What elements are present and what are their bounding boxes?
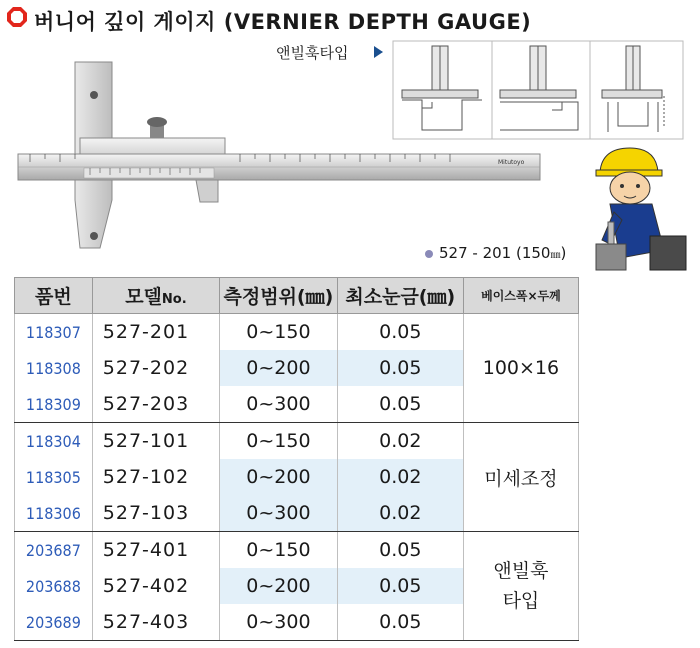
cell-base-group-2: 미세조정 (463, 423, 578, 532)
cell-resolution: 0.02 (337, 423, 463, 460)
cell-code: 118309 (15, 386, 93, 423)
cell-resolution: 0.02 (337, 495, 463, 532)
model-caption-unit: ㎜ (550, 250, 561, 261)
header-base: 베이스폭×두께 (463, 278, 578, 314)
header-resolution: 최소눈금(㎜) (337, 278, 463, 314)
model-caption (425, 244, 566, 262)
table-header-row (15, 278, 579, 314)
cell-code: 118307 (15, 314, 93, 351)
cell-range: 0~300 (220, 495, 338, 532)
header-code: 품번 (15, 278, 93, 314)
model-caption-text: 527 - 201 (150 (439, 244, 551, 262)
worker-illustration (590, 140, 690, 275)
page-title: 버니어 깊이 게이지 (VERNIER DEPTH GAUGE) (34, 10, 532, 34)
cell-code: 118304 (15, 423, 93, 460)
cell-code: 203687 (15, 532, 93, 569)
cell-range: 0~150 (220, 314, 338, 351)
cell-range: 0~200 (220, 350, 338, 386)
cell-model: 527-103 (92, 495, 219, 532)
cell-resolution: 0.05 (337, 350, 463, 386)
cell-model: 527-203 (92, 386, 219, 423)
table-row (15, 314, 579, 351)
anvil-type-label: 앤빌훅타입 (276, 44, 349, 62)
cell-code: 203688 (15, 568, 93, 604)
cell-model: 527-402 (92, 568, 219, 604)
octagon-logo-icon (6, 6, 28, 28)
cell-range: 0~200 (220, 459, 338, 495)
spec-table (14, 277, 579, 641)
cell-code: 118306 (15, 495, 93, 532)
cell-model: 527-101 (92, 423, 219, 460)
cell-range: 0~300 (220, 386, 338, 423)
header-model-label: 모델 (125, 286, 162, 308)
cell-resolution: 0.02 (337, 459, 463, 495)
scale-brand-text: Mitutoyo (498, 159, 525, 166)
group-3-line-1: 앤빌훅 (493, 560, 549, 582)
group-3-line-2: 타입 (502, 590, 540, 612)
cell-resolution: 0.05 (337, 314, 463, 351)
cell-range: 0~300 (220, 604, 338, 641)
cell-model: 527-403 (92, 604, 219, 641)
cell-base-group-1: 100×16 (463, 314, 578, 423)
cell-code: 203689 (15, 604, 93, 641)
cell-resolution: 0.05 (337, 532, 463, 569)
cell-resolution: 0.05 (337, 604, 463, 641)
table-row (15, 423, 579, 460)
cell-model: 527-401 (92, 532, 219, 569)
cell-resolution: 0.05 (337, 386, 463, 423)
cell-model: 527-201 (92, 314, 219, 351)
cell-range: 0~200 (220, 568, 338, 604)
cell-resolution: 0.05 (337, 568, 463, 604)
cell-range: 0~150 (220, 423, 338, 460)
model-caption-close: ) (560, 244, 567, 262)
cell-code: 118308 (15, 350, 93, 386)
cell-base-group-3 (463, 532, 578, 641)
header-model (92, 278, 219, 314)
cell-code: 118305 (15, 459, 93, 495)
cell-range: 0~150 (220, 532, 338, 569)
bullet-icon (425, 250, 433, 258)
header-model-suffix: No. (161, 292, 187, 307)
cell-model: 527-202 (92, 350, 219, 386)
header-range: 측정범위(㎜) (220, 278, 338, 314)
anvil-usage-diagram (392, 40, 684, 140)
table-row (15, 532, 579, 569)
cell-model: 527-102 (92, 459, 219, 495)
